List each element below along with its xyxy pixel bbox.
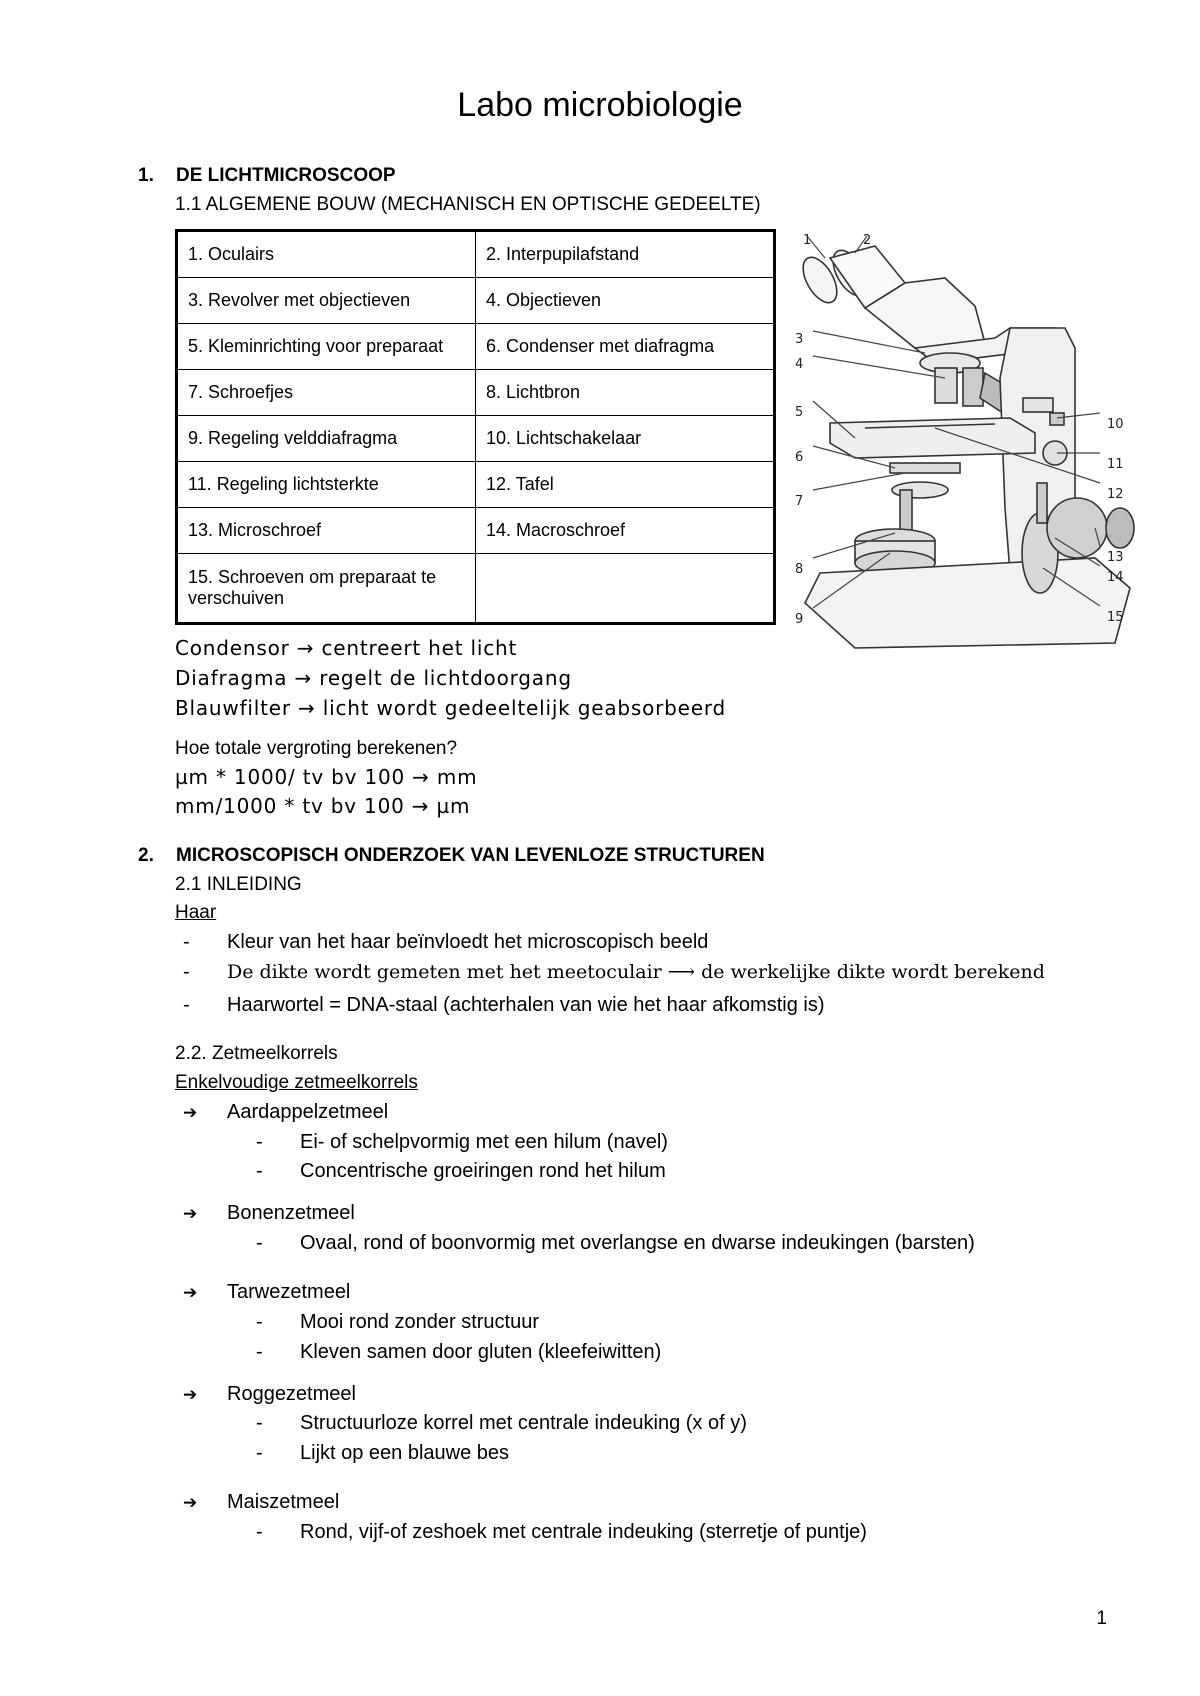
starch-name: Bonenzetmeel <box>227 1202 355 1224</box>
starch-detail <box>256 1131 668 1154</box>
starch-detail <box>256 1442 509 1465</box>
parts-table-row <box>177 462 775 508</box>
figure-callout-label: 5 <box>795 405 804 420</box>
magnification-question: Hoe totale vergroting berekenen? <box>175 738 458 759</box>
figure-callout-label: 6 <box>795 450 804 465</box>
parts-table-row <box>177 554 775 624</box>
dash-bullet: - <box>256 1311 263 1333</box>
parts-table-cell: 10. Lichtschakelaar <box>476 416 775 462</box>
section-2-2-subheading: 2.2. Zetmeelkorrels <box>175 1043 338 1064</box>
microscope-drawing <box>796 236 1134 648</box>
starch-detail-text: Rond, vijf-of zeshoek met centrale indeuking (sterretje of puntje) <box>300 1521 867 1543</box>
starch-heading <box>183 1281 350 1304</box>
starch-detail-text: Kleven samen door gluten (kleefeiwitten) <box>300 1341 662 1363</box>
arrow-bullet-icon: ➔ <box>183 1204 198 1223</box>
parts-table-row <box>177 324 775 370</box>
starch-name: Roggezetmeel <box>227 1383 356 1405</box>
starch-detail <box>256 1521 867 1544</box>
page-title: Labo microbiologie <box>457 86 743 124</box>
arrow-bullet-icon: ➔ <box>183 1493 198 1512</box>
parts-table-cell: 4. Objectieven <box>476 278 775 324</box>
starch-detail <box>256 1412 747 1435</box>
figure-callout-label: 8 <box>795 562 804 577</box>
section-1-1-subheading: 1.1 ALGEMENE BOUW (MECHANISCH EN OPTISCHE GEDEELTE) <box>175 194 761 215</box>
page-number: 1 <box>1096 1608 1107 1629</box>
starch-detail <box>256 1341 661 1364</box>
starch-detail-text: Concentrische groeiringen rond het hilum <box>300 1160 666 1182</box>
note-diafragma: Diafragma → regelt de lichtdoorgang <box>175 666 572 690</box>
dash-bullet: - <box>183 994 190 1016</box>
haar-item-text: Kleur van het haar beïnvloedt het microscopisch beeld <box>227 931 709 953</box>
starch-detail <box>256 1311 539 1334</box>
dash-bullet: - <box>183 961 190 983</box>
figure-callout-label: 15 <box>1107 610 1124 625</box>
starch-detail <box>256 1160 666 1183</box>
haar-item-text: Haarwortel = DNA-staal (achterhalen van wie het haar afkomstig is) <box>227 994 825 1016</box>
starch-detail-text: Lijkt op een blauwe bes <box>300 1442 510 1464</box>
parts-table-cell: 9. Regeling velddiafragma <box>177 416 476 462</box>
figure-callout-label: 4 <box>795 357 804 372</box>
parts-table-cell: 1. Oculairs <box>177 231 476 278</box>
parts-table-cell: 11. Regeling lichtsterkte <box>177 462 476 508</box>
parts-table-cell: 14. Macroschroef <box>476 508 775 554</box>
figure-callout-label: 1 <box>803 233 812 248</box>
parts-table-cell: 2. Interpupilafstand <box>476 231 775 278</box>
parts-table <box>175 229 776 625</box>
parts-table-cell: 15. Schroeven om preparaat te verschuiven <box>177 554 476 624</box>
dash-bullet: - <box>256 1521 263 1543</box>
dash-bullet: - <box>256 1131 263 1153</box>
formula-mm-to-um: mm/1000 * tv bv 100 → µm <box>175 794 471 818</box>
haar-item <box>183 994 824 1017</box>
dash-bullet: - <box>256 1442 263 1464</box>
parts-table-cell: 3. Revolver met objectieven <box>177 278 476 324</box>
parts-table-row <box>177 370 775 416</box>
formula-um-to-mm: µm * 1000/ tv bv 100 → mm <box>175 765 478 789</box>
figure-callout-label: 9 <box>795 612 804 627</box>
haar-item-text: De dikte wordt gemeten met het meetoculair ⟶ de werkelijke dikte wordt berekend <box>227 961 1045 983</box>
dash-bullet: - <box>256 1341 263 1363</box>
dash-bullet: - <box>183 931 190 953</box>
figure-callout-label: 3 <box>795 332 804 347</box>
section-2-1-subheading: 2.1 INLEIDING <box>175 874 302 895</box>
figure-callout-label: 10 <box>1107 417 1124 432</box>
section-2-number: 2. <box>138 845 154 866</box>
arrow-bullet-icon: ➔ <box>183 1385 198 1404</box>
haar-item <box>183 931 708 954</box>
parts-table-row <box>177 278 775 324</box>
starch-detail-text: Ei- of schelpvormig met een hilum (navel) <box>300 1131 668 1153</box>
note-blauwfilter: Blauwfilter → licht wordt gedeeltelijk geabsorbeerd <box>175 696 727 720</box>
starch-name: Tarwezetmeel <box>227 1281 351 1303</box>
parts-table-cell: 5. Kleminrichting voor preparaat <box>177 324 476 370</box>
section-2-heading <box>138 845 765 867</box>
haar-item <box>183 961 1045 984</box>
figure-callout-label: 11 <box>1107 457 1124 472</box>
starch-name: Aardappelzetmeel <box>227 1101 389 1123</box>
starch-name: Maiszetmeel <box>227 1491 340 1513</box>
starch-heading <box>183 1383 356 1406</box>
parts-table-row <box>177 416 775 462</box>
figure-callout-label: 14 <box>1107 570 1124 585</box>
enkelvoudige-title: Enkelvoudige zetmeelkorrels <box>175 1072 418 1093</box>
figure-callout-label: 7 <box>795 494 804 509</box>
parts-table-cell: 6. Condenser met diafragma <box>476 324 775 370</box>
arrow-bullet-icon: ➔ <box>183 1283 198 1302</box>
figure-callout-label: 13 <box>1107 550 1124 565</box>
note-condensor: Condensor → centreert het licht <box>175 636 518 660</box>
dash-bullet: - <box>256 1232 263 1254</box>
parts-table-cell: 7. Schroefjes <box>177 370 476 416</box>
microscope-figure <box>795 228 1155 668</box>
parts-table-row <box>177 508 775 554</box>
starch-detail-text: Ovaal, rond of boonvormig met overlangse en dwarse indeukingen (barsten) <box>300 1232 975 1254</box>
parts-table-cell <box>476 554 775 624</box>
starch-heading <box>183 1202 355 1225</box>
section-1-heading <box>138 165 396 187</box>
parts-table-cell: 8. Lichtbron <box>476 370 775 416</box>
dash-bullet: - <box>256 1412 263 1434</box>
starch-detail-text: Structuurloze korrel met centrale indeuking (x of y) <box>300 1412 747 1434</box>
parts-table-cell: 13. Microschroef <box>177 508 476 554</box>
arrow-bullet-icon: ➔ <box>183 1103 198 1122</box>
starch-detail <box>256 1232 975 1255</box>
section-2-title: MICROSCOPISCH ONDERZOEK VAN LEVENLOZE STRUCTUREN <box>176 845 765 866</box>
haar-title: Haar <box>175 902 217 923</box>
starch-heading <box>183 1491 339 1514</box>
figure-callout-label: 2 <box>863 233 872 248</box>
section-1-number: 1. <box>138 165 154 186</box>
starch-heading <box>183 1101 388 1124</box>
figure-callout-label: 12 <box>1107 487 1124 502</box>
parts-table-row <box>177 231 775 278</box>
parts-table-cell: 12. Tafel <box>476 462 775 508</box>
dash-bullet: - <box>256 1160 263 1182</box>
section-1-title: DE LICHTMICROSCOOP <box>176 165 396 186</box>
starch-detail-text: Mooi rond zonder structuur <box>300 1311 540 1333</box>
